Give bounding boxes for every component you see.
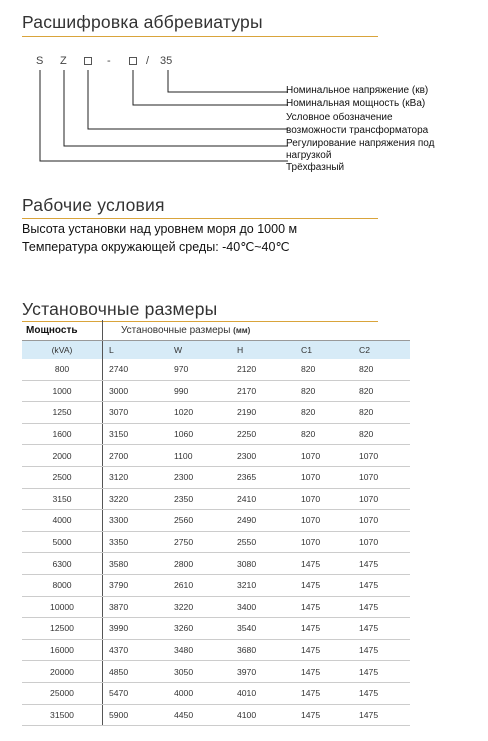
cell-w: 1020 [168, 402, 231, 424]
cell-c1: 1475 [295, 661, 353, 683]
cell-c1: 820 [295, 380, 353, 402]
cell-c2: 820 [353, 402, 410, 424]
cell-h: 4010 [231, 682, 295, 704]
cell-w: 2300 [168, 466, 231, 488]
cell-power: 6300 [22, 553, 103, 575]
cell-c1: 1475 [295, 704, 353, 726]
decode-title-underline [22, 36, 378, 37]
condition-temperature: Температура окружающей среды: -40℃~40℃ [22, 240, 290, 254]
cell-c1: 1070 [295, 531, 353, 553]
cell-c1: 1070 [295, 510, 353, 532]
cell-l: 3790 [103, 574, 169, 596]
code-voltage-35: 35 [160, 55, 173, 67]
table-row [22, 618, 410, 640]
cell-c2: 1475 [353, 553, 410, 575]
cell-w: 2610 [168, 574, 231, 596]
leader-line-three-phase [40, 70, 288, 161]
table-row [22, 380, 410, 402]
column-header-kva: (kVA) [22, 341, 103, 360]
cell-w: 3220 [168, 596, 231, 618]
cell-power: 10000 [22, 596, 103, 618]
cell-c2: 1070 [353, 445, 410, 467]
cell-h: 3970 [231, 661, 295, 683]
cell-w: 2350 [168, 488, 231, 510]
cell-w: 3480 [168, 639, 231, 661]
conditions-title: Рабочие условия [22, 195, 165, 215]
cell-power: 8000 [22, 574, 103, 596]
table-header-row [22, 320, 410, 341]
table-row [22, 445, 410, 467]
cell-c1: 1475 [295, 682, 353, 704]
cell-c1: 1070 [295, 445, 353, 467]
group-header-label: Установочные размеры [121, 324, 231, 336]
cell-power: 5000 [22, 531, 103, 553]
cell-w: 3260 [168, 618, 231, 640]
cell-h: 3680 [231, 639, 295, 661]
table-row [22, 402, 410, 424]
cell-h: 2550 [231, 531, 295, 553]
cell-l: 5470 [103, 682, 169, 704]
column-header-c2: C2 [353, 341, 410, 360]
cell-h: 2170 [231, 380, 295, 402]
cell-w: 2750 [168, 531, 231, 553]
cell-c2: 1475 [353, 661, 410, 683]
group-header-unit: (мм) [233, 325, 251, 335]
cell-w: 4450 [168, 704, 231, 726]
cell-power: 25000 [22, 682, 103, 704]
cell-c1: 820 [295, 359, 353, 380]
cell-h: 2120 [231, 359, 295, 380]
dimensions-title: Установочные размеры [22, 299, 218, 319]
cell-c2: 1475 [353, 639, 410, 661]
cell-l: 3120 [103, 466, 169, 488]
cell-w: 1100 [168, 445, 231, 467]
table-row [22, 682, 410, 704]
cell-c1: 1475 [295, 553, 353, 575]
cell-w: 970 [168, 359, 231, 380]
table-column-header-row [22, 341, 410, 360]
cell-h: 2410 [231, 488, 295, 510]
condition-altitude: Высота установки над уровнем моря до 1000 м [22, 222, 298, 236]
legend-rated-voltage: Номинальное напряжение (кв) [286, 85, 429, 96]
table-row [22, 359, 410, 380]
cell-c2: 1475 [353, 596, 410, 618]
cell-w: 3050 [168, 661, 231, 683]
cell-power: 1250 [22, 402, 103, 424]
cell-h: 2365 [231, 466, 295, 488]
leader-line-voltage [168, 70, 288, 92]
cell-l: 3580 [103, 553, 169, 575]
cell-l: 3300 [103, 510, 169, 532]
cell-c1: 1475 [295, 639, 353, 661]
cell-h: 3210 [231, 574, 295, 596]
cell-power: 12500 [22, 618, 103, 640]
cell-c2: 820 [353, 359, 410, 380]
cell-power: 1000 [22, 380, 103, 402]
code-placeholder-box-2 [129, 57, 137, 65]
cell-c2: 1070 [353, 488, 410, 510]
cell-power: 3150 [22, 488, 103, 510]
cell-h: 3080 [231, 553, 295, 575]
cell-c2: 1070 [353, 510, 410, 532]
cell-c1: 1475 [295, 618, 353, 640]
cell-h: 2190 [231, 402, 295, 424]
cell-l: 3220 [103, 488, 169, 510]
dimensions-table [22, 320, 410, 726]
table-row [22, 704, 410, 726]
cell-c2: 1070 [353, 531, 410, 553]
legend-transformer-capability: возможности трансформатора [286, 125, 429, 136]
table-row [22, 488, 410, 510]
table-row [22, 423, 410, 445]
power-header: Мощность [22, 320, 103, 341]
leader-line-designation [88, 70, 288, 129]
cell-c1: 1070 [295, 488, 353, 510]
cell-h: 2300 [231, 445, 295, 467]
cell-l: 5900 [103, 704, 169, 726]
code-letter-s: S [36, 55, 44, 67]
cell-c2: 1475 [353, 574, 410, 596]
legend-designation: Условное обозначение [286, 112, 393, 123]
table-row [22, 553, 410, 575]
code-slash: / [146, 55, 150, 67]
cell-l: 3150 [103, 423, 169, 445]
cell-power: 1600 [22, 423, 103, 445]
cell-l: 3000 [103, 380, 169, 402]
cell-power: 800 [22, 359, 103, 380]
cell-h: 2490 [231, 510, 295, 532]
cell-h: 2250 [231, 423, 295, 445]
cell-c1: 1475 [295, 574, 353, 596]
decode-title: Расшифровка аббревиатуры [22, 12, 263, 32]
legend-three-phase: Трёхфазный [286, 162, 345, 173]
column-header-l: L [103, 341, 169, 360]
cell-w: 4000 [168, 682, 231, 704]
legend-voltage-regulation: Регулирование напряжения под [286, 138, 435, 149]
cell-l: 4370 [103, 639, 169, 661]
cell-c1: 820 [295, 402, 353, 424]
cell-c2: 820 [353, 380, 410, 402]
cell-power: 2500 [22, 466, 103, 488]
cell-l: 3350 [103, 531, 169, 553]
cell-c1: 820 [295, 423, 353, 445]
table-row [22, 466, 410, 488]
table-row [22, 510, 410, 532]
legend-under-load: нагрузкой [286, 150, 332, 161]
column-header-c1: C1 [295, 341, 353, 360]
cell-w: 990 [168, 380, 231, 402]
column-header-w: W [168, 341, 231, 360]
table-row [22, 574, 410, 596]
code-letter-z: Z [60, 55, 67, 67]
cell-l: 2700 [103, 445, 169, 467]
cell-c1: 1475 [295, 596, 353, 618]
cell-power: 31500 [22, 704, 103, 726]
cell-w: 2800 [168, 553, 231, 575]
cell-power: 4000 [22, 510, 103, 532]
cell-power: 20000 [22, 661, 103, 683]
leader-line-regulation [64, 70, 288, 146]
cell-w: 1060 [168, 423, 231, 445]
cell-l: 3990 [103, 618, 169, 640]
cell-c1: 1070 [295, 466, 353, 488]
table-row [22, 596, 410, 618]
cell-l: 2740 [103, 359, 169, 380]
table-row [22, 639, 410, 661]
cell-h: 3540 [231, 618, 295, 640]
legend-rated-power: Номинальная мощность (кВа) [286, 98, 426, 109]
dimensions-group-header [103, 320, 411, 341]
cell-power: 16000 [22, 639, 103, 661]
cell-l: 4850 [103, 661, 169, 683]
column-header-h: H [231, 341, 295, 360]
table-row [22, 661, 410, 683]
conditions-title-underline [22, 218, 378, 219]
code-placeholder-box-1 [84, 57, 92, 65]
cell-power: 2000 [22, 445, 103, 467]
leader-line-power [133, 70, 288, 105]
cell-h: 3400 [231, 596, 295, 618]
cell-c2: 1475 [353, 704, 410, 726]
code-dash: - [107, 55, 111, 67]
cell-w: 2560 [168, 510, 231, 532]
cell-l: 3070 [103, 402, 169, 424]
cell-l: 3870 [103, 596, 169, 618]
cell-c2: 820 [353, 423, 410, 445]
cell-c2: 1070 [353, 466, 410, 488]
table-row [22, 531, 410, 553]
cell-c2: 1475 [353, 682, 410, 704]
cell-h: 4100 [231, 704, 295, 726]
cell-c2: 1475 [353, 618, 410, 640]
